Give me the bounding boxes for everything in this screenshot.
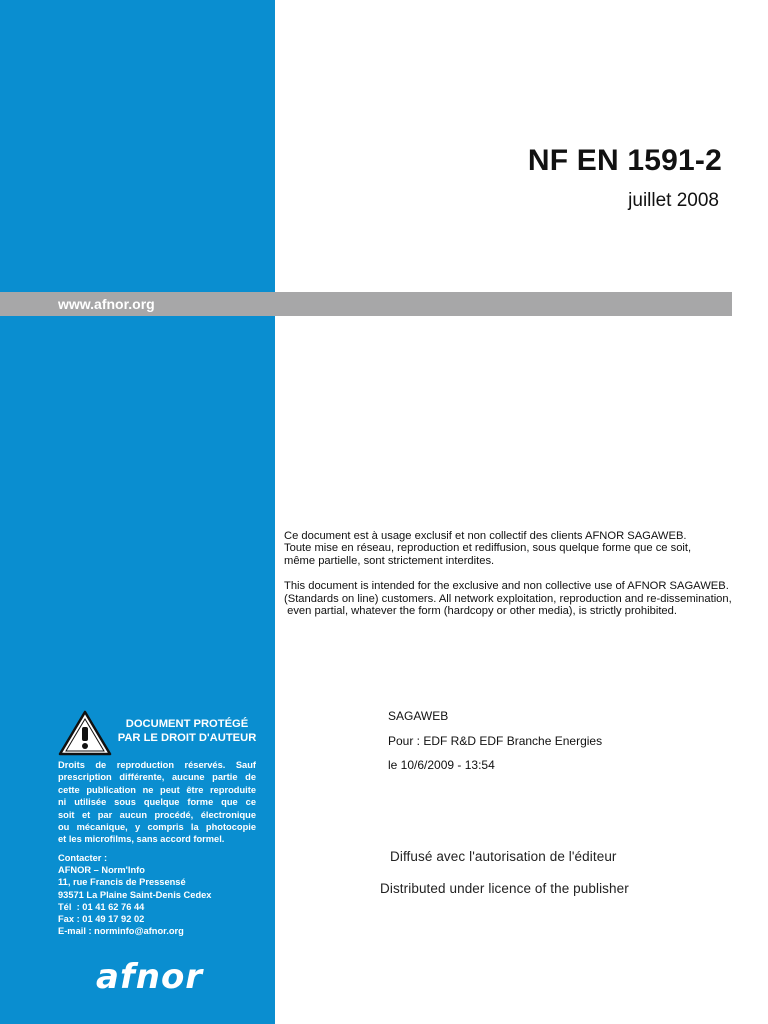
notice-fr-line: Ce document est à usage exclusif et non collectif des clients AFNOR SAGAWEB. (284, 530, 687, 542)
document-title: NF EN 1591-2 (527, 144, 722, 177)
usage-notice (284, 530, 764, 617)
contact-line: Contacter : (58, 853, 108, 863)
protected-document-title (112, 717, 262, 745)
document-date: juillet 2008 (628, 190, 719, 211)
rights-line: cette publication ne peut être reproduite (58, 784, 256, 795)
notice-en-line: even partial, whatever the form (hardcopy or other media), is strictly prohibited. (284, 605, 677, 618)
copyright-rights (58, 759, 256, 846)
distribution-fr: Diffusé avec l'autorisation de l'éditeur (390, 849, 617, 864)
rights-line: soit et par aucun procédé, électronique (58, 809, 256, 820)
notice-en-line: This document is intended for the exclusive and non collective use of AFNOR SAGAWEB. (284, 580, 729, 593)
contact-block (58, 852, 211, 937)
website-link[interactable]: www.afnor.org (58, 296, 155, 312)
warning-triangle-icon (58, 710, 112, 756)
contact-line: 93571 La Plaine Saint-Denis Cedex (58, 889, 212, 900)
distribution-en: Distributed under licence of the publisher (380, 881, 629, 896)
rights-line: Droits de reproduction réservés. Sauf (58, 760, 256, 770)
rights-line: ou mécanique, y compris la photocopie (58, 822, 256, 833)
rights-line: et les microfilms, sans accord formel. (58, 834, 225, 845)
contact-line: Tél : 01 41 62 76 44 (58, 901, 145, 912)
subscription-for: Pour : EDF R&D EDF Branche Energies (388, 734, 603, 748)
rights-line: prescription différente, aucune partie de (58, 772, 256, 783)
afnor-logo: afnor (96, 957, 204, 997)
notice-fr-line: Toute mise en réseau, reproduction et rediffusion, sous quelque forme que ce soit, (284, 542, 692, 555)
subscription-date: le 10/6/2009 - 13:54 (388, 758, 495, 772)
contact-line: AFNOR – Norm'Info (58, 865, 145, 876)
notice-fr-line: même partielle, sont strictement interdites. (284, 554, 495, 567)
subscription-name: SAGAWEB (388, 709, 449, 723)
rights-line: ni utilisée sous quelque forme que ce (58, 797, 256, 808)
contact-line: Fax : 01 49 17 92 02 (58, 914, 145, 925)
protected-title-line: DOCUMENT PROTÉGÉ (125, 718, 249, 730)
contact-line: 11, rue Francis de Pressensé (58, 877, 186, 888)
contact-email[interactable]: E-mail : norminfo@afnor.org (58, 926, 184, 937)
notice-en-line: (Standards on line) customers. All network exploitation, reproduction and re-dissemination, (284, 592, 732, 605)
protected-title-line: PAR LE DROIT D'AUTEUR (117, 732, 257, 744)
